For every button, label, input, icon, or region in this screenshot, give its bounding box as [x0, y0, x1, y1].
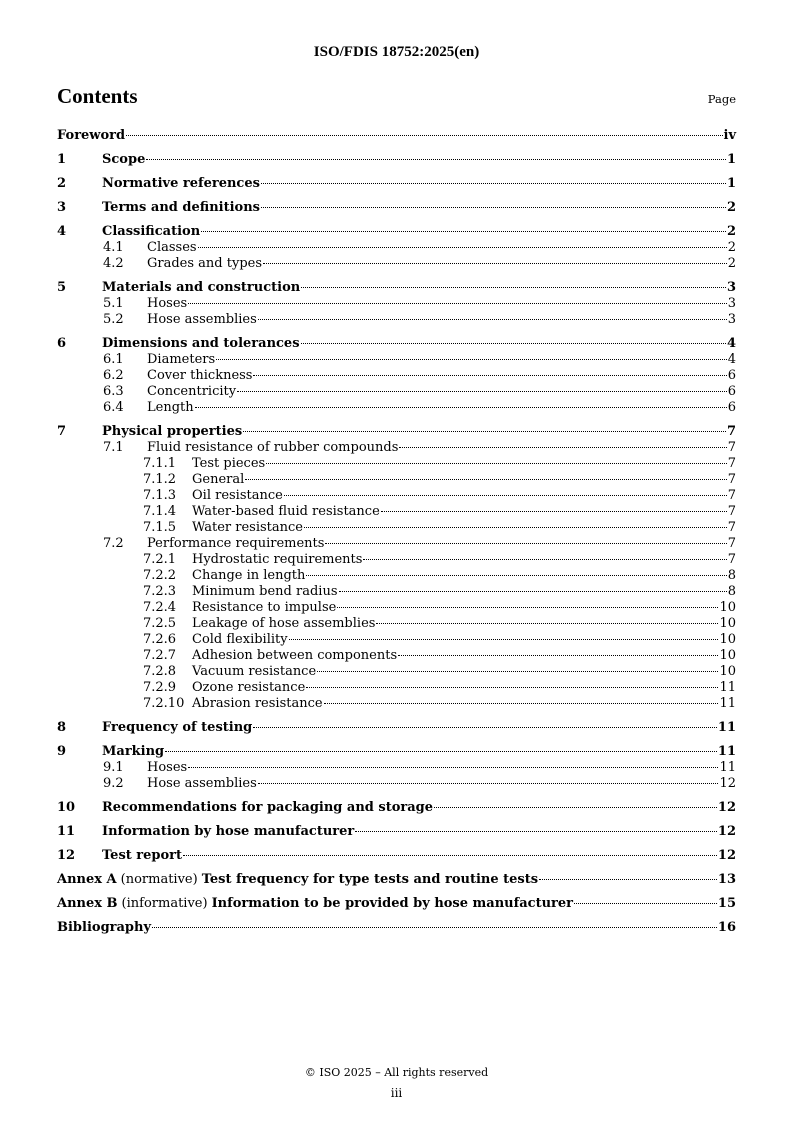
- toc-entry-title: Test report: [102, 848, 183, 863]
- toc-entry-level-3[interactable]: [57, 520, 736, 536]
- dot-leader: [263, 263, 727, 264]
- contents-title: Contents: [57, 84, 138, 108]
- dot-leader: [201, 231, 726, 232]
- toc-entry-level-3[interactable]: [57, 632, 736, 648]
- toc-entry-page: 7: [727, 536, 736, 551]
- toc-entry-level-2[interactable]: [57, 312, 736, 328]
- dot-leader: [126, 135, 722, 136]
- toc-entry-level-2[interactable]: [57, 776, 736, 792]
- toc-entry-title: Cover thickness: [147, 368, 253, 383]
- toc-entry-title: Scope: [102, 152, 146, 167]
- toc-entry-level-2[interactable]: [57, 760, 736, 776]
- toc-entry-number: 7.2: [103, 536, 124, 551]
- toc-entry-page: 7: [727, 440, 736, 455]
- toc-entry-page: 7: [727, 472, 736, 487]
- toc-entry-title: Terms and definitions: [102, 200, 260, 215]
- toc-entry-title: Vacuum resistance: [192, 664, 317, 679]
- toc-entry-level-2[interactable]: [57, 384, 736, 400]
- toc-entry-level-3[interactable]: [57, 456, 736, 472]
- toc-entry-level-3[interactable]: [57, 696, 736, 712]
- toc-entry-title: Test pieces: [192, 456, 266, 471]
- dot-leader: [261, 183, 726, 184]
- toc-annex-entry[interactable]: [57, 872, 736, 888]
- document-id: ISO/FDIS 18752:2025(en): [313, 44, 480, 60]
- toc-entry-number: 7.2.10: [143, 696, 185, 711]
- toc-entry-page: 7: [727, 456, 736, 471]
- toc-entry-number: 7: [57, 424, 67, 439]
- toc-entry-number: 9.2: [103, 776, 124, 791]
- toc-entry-level-3[interactable]: [57, 648, 736, 664]
- toc-entry-number: 11: [57, 824, 76, 839]
- toc-entry-number: 7.1.2: [143, 472, 177, 487]
- toc-entry-page: 7: [726, 424, 736, 439]
- toc-entry-number: 7.1.5: [143, 520, 177, 535]
- toc-entry-level-1[interactable]: [57, 800, 736, 816]
- toc-entry-page: 10: [719, 600, 736, 615]
- dot-leader: [539, 879, 717, 880]
- toc-entry-page: 6: [727, 384, 736, 399]
- toc-entry-level-3[interactable]: [57, 552, 736, 568]
- toc-entry-level-3[interactable]: [57, 472, 736, 488]
- toc-entry-page: 4: [727, 352, 736, 367]
- toc-entry-level-2[interactable]: [57, 240, 736, 256]
- toc-entry-level-1[interactable]: [57, 720, 736, 736]
- toc-annex-label: Annex B: [57, 896, 118, 911]
- dot-leader: [399, 447, 726, 448]
- dot-leader: [304, 527, 727, 528]
- toc-entry-title: Bibliography: [57, 920, 152, 935]
- toc-entry-title: Normative references: [102, 176, 260, 191]
- toc-entry-title: Resistance to impulse: [192, 600, 337, 615]
- toc-entry-level-1[interactable]: [57, 152, 736, 168]
- dot-leader: [289, 639, 719, 640]
- toc-entry-title: Change in length: [192, 568, 306, 583]
- toc-entry-title: Cold flexibility: [192, 632, 288, 647]
- toc-entry-number: 7.2.2: [143, 568, 177, 583]
- toc-entry-level-1[interactable]: [57, 280, 736, 296]
- dot-leader: [198, 247, 727, 248]
- toc-entry-title: Water resistance: [192, 520, 303, 535]
- toc-entry-title: Test frequency for type tests and routine tests: [201, 872, 539, 887]
- toc-entry-title: Classes: [147, 240, 197, 255]
- toc-entry-page: 16: [717, 920, 736, 935]
- toc-entry-title: Fluid resistance of rubber compounds: [147, 440, 399, 455]
- toc-entry-level-1[interactable]: [57, 200, 736, 216]
- toc-entry-title: Grades and types: [147, 256, 263, 271]
- dot-leader: [253, 375, 726, 376]
- toc-entry-page: 10: [719, 664, 736, 679]
- toc-entry-number: 7.2.5: [143, 616, 177, 631]
- dot-leader: [339, 591, 727, 592]
- toc-entry-number: 7.2.8: [143, 664, 177, 679]
- toc-entry-level-2[interactable]: [57, 536, 736, 552]
- toc-entry-title: Minimum bend radius: [192, 584, 338, 599]
- dot-leader: [376, 623, 718, 624]
- toc-entry-level-2[interactable]: [57, 296, 736, 312]
- toc-entry-level-1[interactable]: [57, 920, 736, 936]
- table-of-contents: [57, 128, 736, 936]
- toc-entry-level-3[interactable]: [57, 504, 736, 520]
- dot-leader: [237, 391, 727, 392]
- toc-entry-page: 7: [727, 504, 736, 519]
- toc-entry-page: 6: [727, 368, 736, 383]
- toc-entry-title: Information by hose manufacturer: [102, 824, 355, 839]
- toc-entry-title: Physical properties: [102, 424, 243, 439]
- toc-entry-title: Information to be provided by hose manufacturer: [211, 896, 573, 911]
- toc-entry-number: 5: [57, 280, 67, 295]
- toc-entry-page: 8: [727, 584, 736, 599]
- toc-entry-number: 6.3: [103, 384, 124, 399]
- toc-entry-title: Ozone resistance: [192, 680, 306, 695]
- toc-entry-number: 4.1: [103, 240, 124, 255]
- toc-entry-number: 4: [57, 224, 67, 239]
- toc-entry-number: 7.1: [103, 440, 124, 455]
- toc-entry-title: Abrasion resistance: [192, 696, 323, 711]
- toc-entry-title: Leakage of hose assemblies: [192, 616, 376, 631]
- dot-leader: [195, 407, 727, 408]
- toc-entry-number: 10: [57, 800, 76, 815]
- dot-leader: [355, 831, 717, 832]
- toc-entry-number: 3: [57, 200, 67, 215]
- toc-entry-level-2[interactable]: [57, 368, 736, 384]
- dot-leader: [381, 511, 727, 512]
- toc-entry-level-3[interactable]: [57, 584, 736, 600]
- toc-entry-title: Water-based fluid resistance: [192, 504, 380, 519]
- toc-entry-level-1[interactable]: [57, 128, 736, 144]
- toc-entry-number: 6.4: [103, 400, 124, 415]
- toc-entry-number: 7.1.4: [143, 504, 177, 519]
- toc-entry-page: 3: [726, 280, 736, 295]
- toc-entry-page: 3: [727, 312, 736, 327]
- toc-entry-page: 13: [717, 872, 736, 887]
- dot-leader: [398, 655, 718, 656]
- toc-entry-level-3[interactable]: [57, 568, 736, 584]
- dot-leader: [152, 927, 717, 928]
- toc-entry-page: 4: [726, 336, 736, 351]
- page-column-label: Page: [707, 92, 736, 106]
- toc-entry-level-3[interactable]: [57, 616, 736, 632]
- dot-leader: [216, 359, 727, 360]
- toc-entry-level-1[interactable]: [57, 824, 736, 840]
- dot-leader: [574, 903, 717, 904]
- toc-annex-type: (normative): [120, 872, 198, 887]
- toc-entry-level-1[interactable]: [57, 176, 736, 192]
- toc-entry-number: 7.2.1: [143, 552, 177, 567]
- toc-entry-number: 6.2: [103, 368, 124, 383]
- toc-entry-number: 5.2: [103, 312, 124, 327]
- toc-entry-page: 15: [717, 896, 736, 911]
- dot-leader: [434, 807, 717, 808]
- toc-entry-title: Hoses: [147, 296, 188, 311]
- toc-entry-title: Hose assemblies: [147, 776, 257, 791]
- dot-leader: [258, 783, 719, 784]
- toc-entry-page: 11: [717, 744, 736, 759]
- toc-entry-title: Frequency of testing: [102, 720, 253, 735]
- toc-entry-number: 7.1.3: [143, 488, 177, 503]
- toc-entry-title: Concentricity: [147, 384, 237, 399]
- toc-entry-number: 2: [57, 176, 67, 191]
- toc-entry-number: 7.2.3: [143, 584, 177, 599]
- toc-entry-page: 11: [719, 760, 736, 775]
- toc-entry-number: 12: [57, 848, 76, 863]
- dot-leader: [301, 343, 726, 344]
- dot-leader: [363, 559, 726, 560]
- toc-entry-number: 4.2: [103, 256, 124, 271]
- dot-leader: [165, 751, 717, 752]
- dot-leader: [306, 687, 718, 688]
- toc-entry-page: 3: [727, 296, 736, 311]
- toc-entry-number: 7.2.9: [143, 680, 177, 695]
- toc-entry-number: 7.2.7: [143, 648, 177, 663]
- toc-entry-title: Marking: [102, 744, 165, 759]
- toc-entry-title: Performance requirements: [147, 536, 325, 551]
- toc-entry-level-2[interactable]: [57, 256, 736, 272]
- toc-entry-title: Oil resistance: [192, 488, 283, 503]
- toc-entry-page: 2: [726, 200, 736, 215]
- dot-leader: [258, 319, 727, 320]
- toc-entry-page: 2: [726, 224, 736, 239]
- toc-entry-page: 12: [717, 824, 736, 839]
- copyright-notice: © ISO 2025 – All rights reserved: [304, 1066, 489, 1079]
- toc-entry-level-2[interactable]: [57, 352, 736, 368]
- toc-annex-type: (informative): [121, 896, 208, 911]
- toc-entry-level-1[interactable]: [57, 336, 736, 352]
- dot-leader: [188, 303, 727, 304]
- toc-entry-number: 9: [57, 744, 67, 759]
- toc-entry-level-1[interactable]: [57, 424, 736, 440]
- toc-entry-title: Hoses: [147, 760, 188, 775]
- toc-annex-entry[interactable]: [57, 896, 736, 912]
- toc-entry-number: 7.2.6: [143, 632, 177, 647]
- toc-entry-page: 12: [717, 848, 736, 863]
- dot-leader: [306, 575, 726, 576]
- toc-entry-title: Hose assemblies: [147, 312, 257, 327]
- toc-entry-title: Dimensions and tolerances: [102, 336, 300, 351]
- toc-entry-page: 1: [726, 176, 736, 191]
- page-number: iii: [390, 1086, 403, 1100]
- toc-entry-title: Hydrostatic requirements: [192, 552, 363, 567]
- toc-entry-page: 2: [727, 240, 736, 255]
- toc-entry-number: 9.1: [103, 760, 124, 775]
- toc-entry-page: iv: [723, 128, 736, 143]
- toc-entry-title: Length: [147, 400, 194, 415]
- dot-leader: [325, 543, 726, 544]
- toc-entry-page: 10: [719, 632, 736, 647]
- toc-entry-page: 7: [727, 552, 736, 567]
- toc-entry-page: 2: [727, 256, 736, 271]
- toc-entry-page: 11: [719, 696, 736, 711]
- toc-entry-title: Diameters: [147, 352, 216, 367]
- toc-entry-page: 8: [727, 568, 736, 583]
- toc-entry-title: Foreword: [57, 128, 126, 143]
- toc-entry-page: 12: [719, 776, 736, 791]
- toc-entry-level-3[interactable]: [57, 600, 736, 616]
- toc-entry-level-3[interactable]: [57, 664, 736, 680]
- dot-leader: [183, 855, 717, 856]
- toc-entry-page: 10: [719, 648, 736, 663]
- dot-leader: [188, 767, 718, 768]
- toc-entry-page: 10: [719, 616, 736, 631]
- toc-entry-page: 1: [726, 152, 736, 167]
- toc-entry-page: 11: [717, 720, 736, 735]
- toc-entry-title: General: [192, 472, 245, 487]
- dot-leader: [253, 727, 717, 728]
- toc-entry-number: 7.2.4: [143, 600, 177, 615]
- dot-leader: [324, 703, 719, 704]
- toc-entry-number: 6: [57, 336, 67, 351]
- toc-entry-level-1[interactable]: [57, 224, 736, 240]
- dot-leader: [261, 207, 726, 208]
- toc-entry-level-2[interactable]: [57, 440, 736, 456]
- toc-entry-level-1[interactable]: [57, 744, 736, 760]
- toc-entry-number: 5.1: [103, 296, 124, 311]
- toc-entry-title: Classification: [102, 224, 201, 239]
- toc-entry-title: Adhesion between components: [192, 648, 398, 663]
- toc-entry-level-3[interactable]: [57, 680, 736, 696]
- dot-leader: [266, 463, 727, 464]
- toc-entry-page: 6: [727, 400, 736, 415]
- toc-entry-page: 7: [727, 488, 736, 503]
- toc-entry-number: 8: [57, 720, 67, 735]
- toc-entry-page: 7: [727, 520, 736, 535]
- toc-entry-number: 6.1: [103, 352, 124, 367]
- toc-entry-title: Recommendations for packaging and storage: [102, 800, 434, 815]
- dot-leader: [284, 495, 727, 496]
- toc-entry-level-3[interactable]: [57, 488, 736, 504]
- toc-entry-page: 11: [719, 680, 736, 695]
- toc-entry-level-2[interactable]: [57, 400, 736, 416]
- toc-entry-page: 12: [717, 800, 736, 815]
- dot-leader: [301, 287, 726, 288]
- toc-entry-number: 7.1.1: [143, 456, 177, 471]
- toc-entry-level-1[interactable]: [57, 848, 736, 864]
- dot-leader: [146, 159, 726, 160]
- dot-leader: [337, 607, 718, 608]
- dot-leader: [317, 671, 718, 672]
- dot-leader: [245, 479, 726, 480]
- dot-leader: [243, 431, 726, 432]
- toc-entry-number: 1: [57, 152, 67, 167]
- toc-annex-label: Annex A: [57, 872, 117, 887]
- toc-entry-title: Materials and construction: [102, 280, 301, 295]
